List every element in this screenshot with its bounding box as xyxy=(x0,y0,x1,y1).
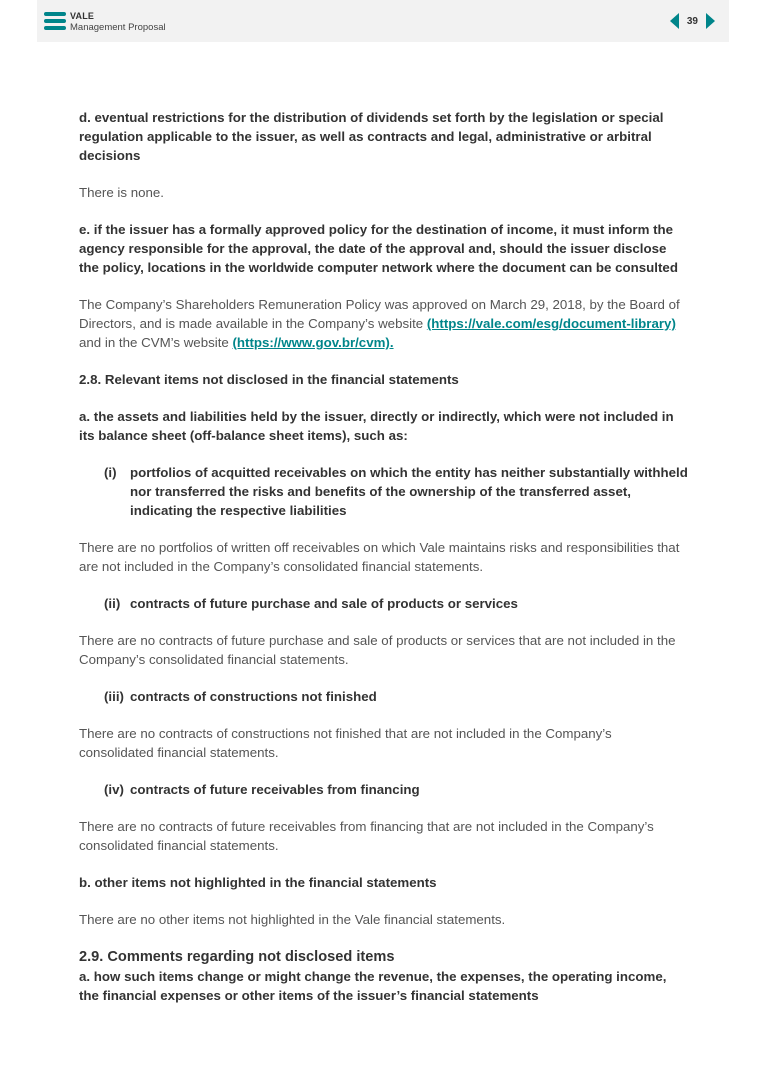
subitem-ii-heading xyxy=(79,594,689,613)
section-2-9-heading: 2.9. Comments regarding not disclosed items xyxy=(79,949,395,965)
brand xyxy=(70,11,166,33)
next-page-arrow-icon[interactable] xyxy=(706,13,715,29)
pager xyxy=(670,13,715,29)
subitem-i-heading xyxy=(79,463,689,520)
section-b-heading: b. other items not highlighted in the financial statements xyxy=(79,875,437,890)
subitem-iv-body: There are no contracts of future receivables from financing that are not included in the Company’s consolidated financial statements. xyxy=(79,819,654,853)
subitem-ii-text: contracts of future purchase and sale of products or services xyxy=(130,596,518,611)
subitem-iii-heading xyxy=(79,687,689,706)
subitem-ii-body: There are no contracts of future purchase and sale of products or services that are not included in the Company’s consolidated financial statements. xyxy=(79,633,676,667)
vale-policy-link[interactable]: (https://vale.com/esg/document-library) xyxy=(426,316,676,331)
subitem-i-number: (i) xyxy=(104,465,117,480)
subitem-ii-number: (ii) xyxy=(104,596,121,611)
prev-page-arrow-icon[interactable] xyxy=(670,13,679,29)
section-a-heading: a. the assets and liabilities held by the issuer, directly or indirectly, which were not included in its balance sheet (off-balance sheet items), such as: xyxy=(79,409,674,443)
cvm-website-link[interactable]: (https://www.gov.br/cvm). xyxy=(232,335,394,350)
section-2-8-heading: 2.8. Relevant items not disclosed in the financial statements xyxy=(79,372,459,387)
document-subtitle: Management Proposal xyxy=(70,22,166,33)
e-text-part-2: and in the CVM’s website xyxy=(79,335,233,350)
section-d-heading: d. eventual restrictions for the distribution of dividends set forth by the legislation or special regulation applicable to the issuer, as well as contracts and legal, administrative or arbitral decisions xyxy=(79,110,664,163)
subitem-iv-heading xyxy=(79,780,689,799)
page-header xyxy=(37,0,729,42)
section-d-text: There is none. xyxy=(79,185,165,200)
subitem-iii-body: There are no contracts of constructions not finished that are not included in the Company’s consolidated financial statements. xyxy=(79,726,612,760)
page-number: 39 xyxy=(686,15,698,27)
menu-icon[interactable] xyxy=(44,12,66,30)
subitem-i-text: portfolios of acquitted receivables on which the entity has neither substantially withheld nor transferred the risks and benefits of the ownership of the transferred asset, indicating the respective liabilities xyxy=(130,465,688,518)
section-e-text xyxy=(79,295,689,352)
subitem-iv-number: (iv) xyxy=(104,782,124,797)
brand-name: VALE xyxy=(70,11,95,21)
subitem-iii-number: (iii) xyxy=(104,689,124,704)
section-e-heading: e. if the issuer has a formally approved policy for the destination of income, it must inform the agency responsible for the approval, the date of the approval and, should the issuer disclose the policy, locations in the worldwide computer network where the document can be consulted xyxy=(79,222,678,275)
subitem-i-body: There are no portfolios of written off receivables on which Vale maintains risks and responsibilities that are not included in the Company’s consolidated financial statements. xyxy=(79,540,680,574)
e-text-part-1: The Company’s Shareholders Remuneration Policy was approved on March 29, 2018, by the Board of Directors, and is made available in the Company’s website xyxy=(79,297,680,331)
page-content xyxy=(79,108,689,1005)
subitem-iii-text: contracts of constructions not finished xyxy=(130,689,377,704)
subitem-iv-text: contracts of future receivables from financing xyxy=(130,782,420,797)
section-2-9-a-heading: a. how such items change or might change the revenue, the expenses, the operating income, the financial expenses or other items of the issuer’s financial statements xyxy=(79,969,667,1003)
section-b-text: There are no other items not highlighted in the Vale financial statements. xyxy=(79,912,506,927)
